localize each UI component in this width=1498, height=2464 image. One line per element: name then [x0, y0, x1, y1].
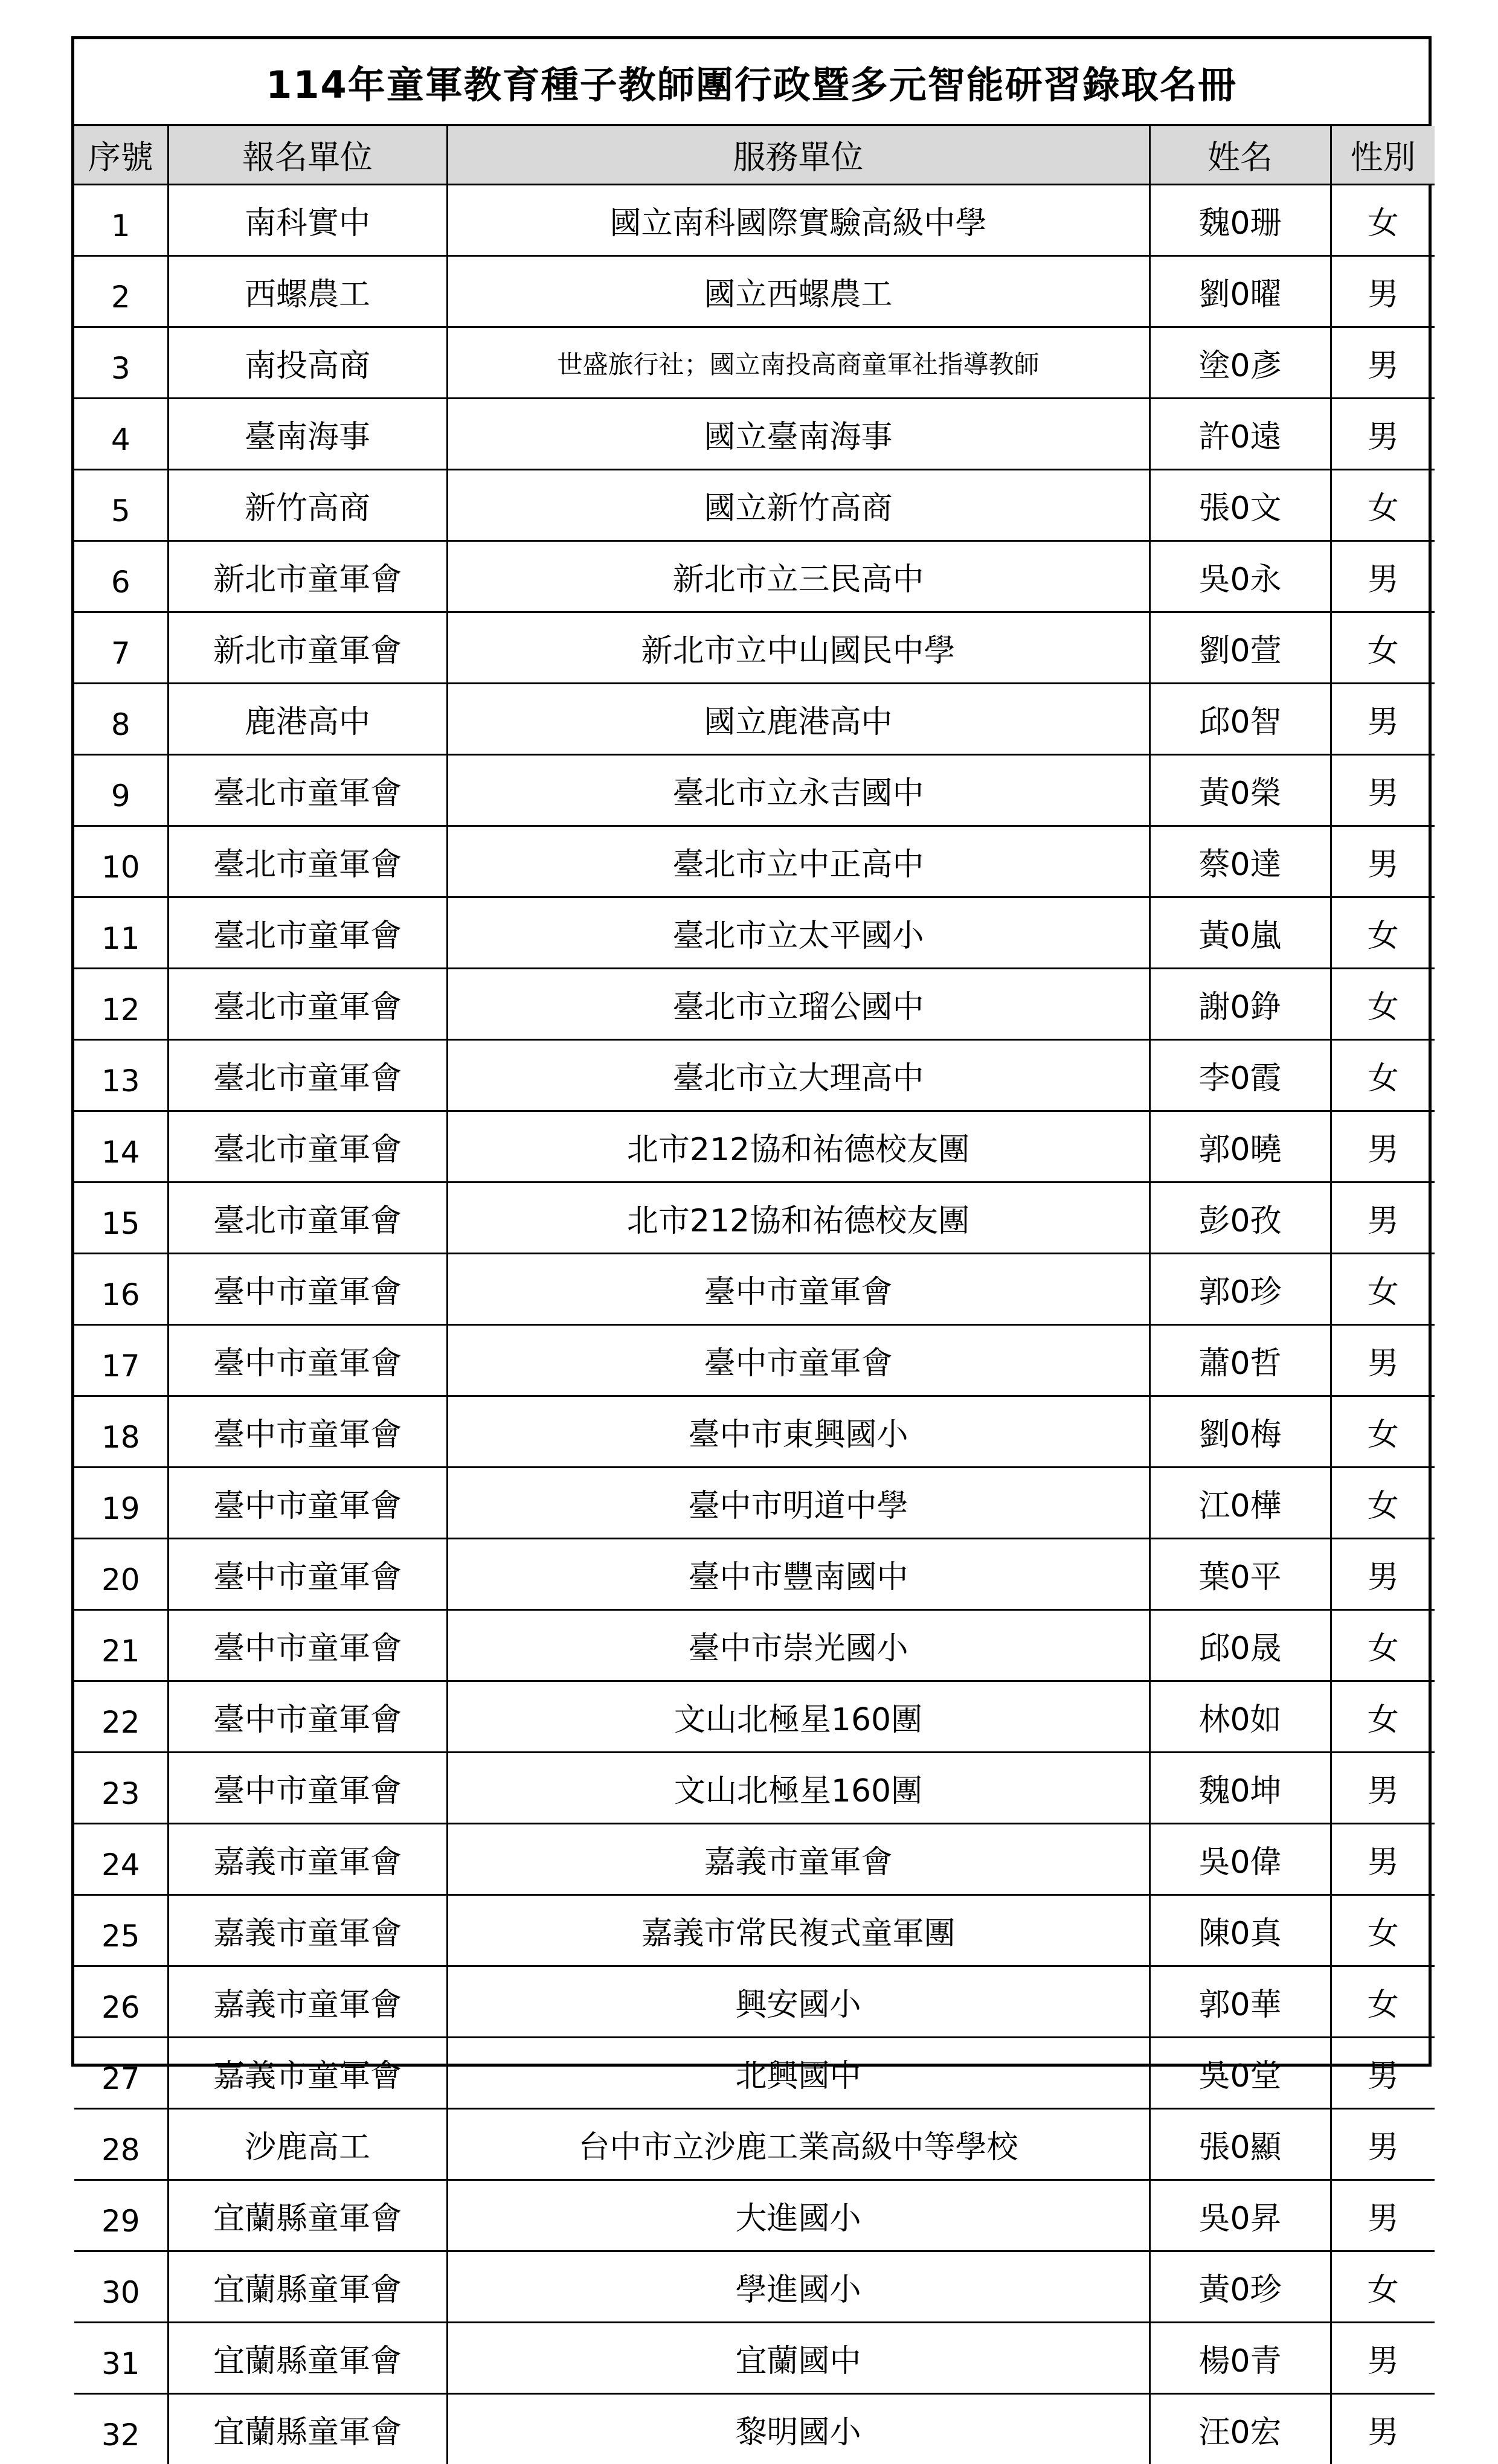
registering-unit-cell: 宜蘭縣童軍會 [168, 2251, 447, 2323]
header-gender: 性別 [1331, 126, 1435, 185]
service-unit-cell: 臺中市童軍會 [447, 1325, 1149, 1396]
service-unit-cell: 北市212協和祐德校友團 [447, 1182, 1149, 1254]
gender-cell: 男 [1331, 826, 1435, 897]
serial-cell: 20 [74, 1539, 168, 1610]
table-body [74, 185, 1435, 2464]
table-row [74, 826, 1435, 897]
serial-cell: 9 [74, 755, 168, 826]
registering-unit-cell: 嘉義市童軍會 [168, 2038, 447, 2109]
registering-unit-cell: 臺北市童軍會 [168, 755, 447, 826]
gender-cell: 男 [1331, 755, 1435, 826]
table-row [74, 755, 1435, 826]
service-unit-cell: 文山北極星160團 [447, 1681, 1149, 1753]
gender-cell: 女 [1331, 1468, 1435, 1539]
gender-cell: 女 [1331, 969, 1435, 1040]
name-cell: 李0霞 [1149, 1040, 1331, 1111]
table-row [74, 256, 1435, 327]
name-cell: 魏0珊 [1149, 185, 1331, 256]
registering-unit-cell: 臺北市童軍會 [168, 826, 447, 897]
serial-cell: 27 [74, 2038, 168, 2109]
gender-cell: 女 [1331, 1040, 1435, 1111]
gender-cell: 男 [1331, 1182, 1435, 1254]
gender-cell: 女 [1331, 1396, 1435, 1468]
gender-cell: 男 [1331, 1325, 1435, 1396]
service-unit-cell: 國立鹿港高中 [447, 684, 1149, 755]
serial-cell: 1 [74, 185, 168, 256]
gender-cell: 男 [1331, 256, 1435, 327]
gender-cell: 女 [1331, 897, 1435, 969]
service-unit-cell: 臺中市東興國小 [447, 1396, 1149, 1468]
serial-cell: 6 [74, 541, 168, 612]
name-cell: 郭0華 [1149, 1966, 1331, 2038]
registering-unit-cell: 沙鹿高工 [168, 2109, 447, 2180]
name-cell: 邱0智 [1149, 684, 1331, 755]
table-row [74, 185, 1435, 256]
serial-cell: 15 [74, 1182, 168, 1254]
name-cell: 劉0萱 [1149, 612, 1331, 684]
gender-cell: 男 [1331, 684, 1435, 755]
table-row [74, 2394, 1435, 2464]
document-title: 114年童軍教育種子教師團行政暨多元智能研習錄取名冊 [74, 39, 1429, 126]
registering-unit-cell: 臺中市童軍會 [168, 1468, 447, 1539]
table-row [74, 1182, 1435, 1254]
gender-cell: 女 [1331, 2251, 1435, 2323]
name-cell: 楊0青 [1149, 2323, 1331, 2394]
serial-cell: 13 [74, 1040, 168, 1111]
table-row [74, 1325, 1435, 1396]
registering-unit-cell: 臺北市童軍會 [168, 1111, 447, 1182]
registering-unit-cell: 臺中市童軍會 [168, 1254, 447, 1325]
header-service-unit: 服務單位 [447, 126, 1149, 185]
serial-cell: 18 [74, 1396, 168, 1468]
header-serial: 序號 [74, 126, 168, 185]
service-unit-cell: 國立南科國際實驗高級中學 [447, 185, 1149, 256]
serial-cell: 5 [74, 470, 168, 541]
gender-cell: 男 [1331, 1539, 1435, 1610]
name-cell: 陳0真 [1149, 1895, 1331, 1966]
registering-unit-cell: 臺中市童軍會 [168, 1539, 447, 1610]
service-unit-cell: 北興國中 [447, 2038, 1149, 2109]
service-unit-cell: 臺中市豐南國中 [447, 1539, 1149, 1610]
table-row [74, 612, 1435, 684]
registering-unit-cell: 臺北市童軍會 [168, 969, 447, 1040]
service-unit-cell: 臺中市明道中學 [447, 1468, 1149, 1539]
name-cell: 黃0榮 [1149, 755, 1331, 826]
serial-cell: 28 [74, 2109, 168, 2180]
serial-cell: 22 [74, 1681, 168, 1753]
registering-unit-cell: 宜蘭縣童軍會 [168, 2180, 447, 2251]
table-row [74, 1539, 1435, 1610]
registering-unit-cell: 臺中市童軍會 [168, 1610, 447, 1681]
serial-cell: 29 [74, 2180, 168, 2251]
gender-cell: 女 [1331, 1966, 1435, 2038]
service-unit-cell: 臺北市立太平國小 [447, 897, 1149, 969]
service-unit-cell: 臺北市立中正高中 [447, 826, 1149, 897]
name-cell: 彭0孜 [1149, 1182, 1331, 1254]
name-cell: 黃0嵐 [1149, 897, 1331, 969]
gender-cell: 男 [1331, 1753, 1435, 1824]
gender-cell: 男 [1331, 399, 1435, 470]
name-cell: 吳0昇 [1149, 2180, 1331, 2251]
gender-cell: 女 [1331, 1681, 1435, 1753]
registering-unit-cell: 臺北市童軍會 [168, 1040, 447, 1111]
serial-cell: 24 [74, 1824, 168, 1895]
registering-unit-cell: 臺中市童軍會 [168, 1753, 447, 1824]
table-row [74, 1468, 1435, 1539]
service-unit-cell: 黎明國小 [447, 2394, 1149, 2464]
gender-cell: 女 [1331, 470, 1435, 541]
table-row [74, 1681, 1435, 1753]
service-unit-cell: 世盛旅行社；國立南投高商童軍社指導教師 [447, 327, 1149, 399]
header-name: 姓名 [1149, 126, 1331, 185]
serial-cell: 17 [74, 1325, 168, 1396]
registering-unit-cell: 臺中市童軍會 [168, 1396, 447, 1468]
table-row [74, 327, 1435, 399]
gender-cell: 男 [1331, 2394, 1435, 2464]
gender-cell: 男 [1331, 2038, 1435, 2109]
gender-cell: 女 [1331, 1895, 1435, 1966]
registering-unit-cell: 臺南海事 [168, 399, 447, 470]
service-unit-cell: 臺北市立大理高中 [447, 1040, 1149, 1111]
gender-cell: 女 [1331, 1610, 1435, 1681]
registering-unit-cell: 臺中市童軍會 [168, 1325, 447, 1396]
name-cell: 蕭0哲 [1149, 1325, 1331, 1396]
service-unit-cell: 嘉義市童軍會 [447, 1824, 1149, 1895]
registering-unit-cell: 嘉義市童軍會 [168, 1895, 447, 1966]
name-cell: 張0文 [1149, 470, 1331, 541]
name-cell: 葉0平 [1149, 1539, 1331, 1610]
gender-cell: 男 [1331, 1824, 1435, 1895]
table-row [74, 2109, 1435, 2180]
name-cell: 謝0錚 [1149, 969, 1331, 1040]
table-row [74, 1040, 1435, 1111]
service-unit-cell: 學進國小 [447, 2251, 1149, 2323]
gender-cell: 男 [1331, 2180, 1435, 2251]
table-row [74, 2323, 1435, 2394]
serial-cell: 14 [74, 1111, 168, 1182]
name-cell: 劉0梅 [1149, 1396, 1331, 1468]
serial-cell: 25 [74, 1895, 168, 1966]
serial-cell: 3 [74, 327, 168, 399]
serial-cell: 21 [74, 1610, 168, 1681]
serial-cell: 26 [74, 1966, 168, 2038]
registering-unit-cell: 臺北市童軍會 [168, 897, 447, 969]
registering-unit-cell: 嘉義市童軍會 [168, 1824, 447, 1895]
table-row [74, 470, 1435, 541]
name-cell: 林0如 [1149, 1681, 1331, 1753]
registering-unit-cell: 臺北市童軍會 [168, 1182, 447, 1254]
registering-unit-cell: 南投高商 [168, 327, 447, 399]
name-cell: 蔡0達 [1149, 826, 1331, 897]
serial-cell: 2 [74, 256, 168, 327]
registering-unit-cell: 宜蘭縣童軍會 [168, 2323, 447, 2394]
table-row [74, 1895, 1435, 1966]
registering-unit-cell: 西螺農工 [168, 256, 447, 327]
service-unit-cell: 臺北市立瑠公國中 [447, 969, 1149, 1040]
roster-sheet [71, 36, 1432, 2067]
service-unit-cell: 宜蘭國中 [447, 2323, 1149, 2394]
serial-cell: 16 [74, 1254, 168, 1325]
name-cell: 吳0永 [1149, 541, 1331, 612]
header-row [74, 126, 1435, 185]
gender-cell: 男 [1331, 541, 1435, 612]
gender-cell: 女 [1331, 185, 1435, 256]
service-unit-cell: 嘉義市常民複式童軍團 [447, 1895, 1149, 1966]
name-cell: 江0樺 [1149, 1468, 1331, 1539]
service-unit-cell: 文山北極星160團 [447, 1753, 1149, 1824]
service-unit-cell: 台中市立沙鹿工業高級中等學校 [447, 2109, 1149, 2180]
serial-cell: 31 [74, 2323, 168, 2394]
registering-unit-cell: 新竹高商 [168, 470, 447, 541]
gender-cell: 男 [1331, 2323, 1435, 2394]
name-cell: 邱0晟 [1149, 1610, 1331, 1681]
registering-unit-cell: 新北市童軍會 [168, 541, 447, 612]
serial-cell: 8 [74, 684, 168, 755]
serial-cell: 4 [74, 399, 168, 470]
table-row [74, 897, 1435, 969]
name-cell: 吳0偉 [1149, 1824, 1331, 1895]
registering-unit-cell: 鹿港高中 [168, 684, 447, 755]
service-unit-cell: 興安國小 [447, 1966, 1149, 2038]
serial-cell: 19 [74, 1468, 168, 1539]
registering-unit-cell: 嘉義市童軍會 [168, 1966, 447, 2038]
table-row [74, 2180, 1435, 2251]
gender-cell: 男 [1331, 2109, 1435, 2180]
name-cell: 魏0坤 [1149, 1753, 1331, 1824]
name-cell: 汪0宏 [1149, 2394, 1331, 2464]
table-row [74, 684, 1435, 755]
service-unit-cell: 北市212協和祐德校友團 [447, 1111, 1149, 1182]
serial-cell: 10 [74, 826, 168, 897]
serial-cell: 30 [74, 2251, 168, 2323]
serial-cell: 32 [74, 2394, 168, 2464]
table-row [74, 399, 1435, 470]
gender-cell: 女 [1331, 612, 1435, 684]
service-unit-cell: 臺中市童軍會 [447, 1254, 1149, 1325]
name-cell: 塗0彥 [1149, 327, 1331, 399]
table-header [74, 126, 1435, 185]
table-row [74, 1111, 1435, 1182]
registering-unit-cell: 新北市童軍會 [168, 612, 447, 684]
registering-unit-cell: 宜蘭縣童軍會 [168, 2394, 447, 2464]
service-unit-cell: 新北市立三民高中 [447, 541, 1149, 612]
registering-unit-cell: 臺中市童軍會 [168, 1681, 447, 1753]
name-cell: 郭0曉 [1149, 1111, 1331, 1182]
name-cell: 張0顯 [1149, 2109, 1331, 2180]
gender-cell: 男 [1331, 1111, 1435, 1182]
serial-cell: 7 [74, 612, 168, 684]
registering-unit-cell: 南科實中 [168, 185, 447, 256]
service-unit-cell: 國立新竹高商 [447, 470, 1149, 541]
serial-cell: 12 [74, 969, 168, 1040]
table-row [74, 1396, 1435, 1468]
name-cell: 黃0珍 [1149, 2251, 1331, 2323]
name-cell: 郭0珍 [1149, 1254, 1331, 1325]
table-row [74, 1824, 1435, 1895]
service-unit-cell: 國立臺南海事 [447, 399, 1149, 470]
table-row [74, 541, 1435, 612]
service-unit-cell: 臺北市立永吉國中 [447, 755, 1149, 826]
table-row [74, 1254, 1435, 1325]
serial-cell: 23 [74, 1753, 168, 1824]
serial-cell: 11 [74, 897, 168, 969]
name-cell: 劉0曜 [1149, 256, 1331, 327]
table-row [74, 2251, 1435, 2323]
table-row [74, 1610, 1435, 1681]
table-row [74, 969, 1435, 1040]
gender-cell: 女 [1331, 1254, 1435, 1325]
roster-table [74, 126, 1435, 2464]
header-registering-unit: 報名單位 [168, 126, 447, 185]
service-unit-cell: 臺中市崇光國小 [447, 1610, 1149, 1681]
gender-cell: 男 [1331, 327, 1435, 399]
name-cell: 吳0堂 [1149, 2038, 1331, 2109]
table-row [74, 2038, 1435, 2109]
table-row [74, 1966, 1435, 2038]
service-unit-cell: 國立西螺農工 [447, 256, 1149, 327]
service-unit-cell: 大進國小 [447, 2180, 1149, 2251]
name-cell: 許0遠 [1149, 399, 1331, 470]
table-row [74, 1753, 1435, 1824]
service-unit-cell: 新北市立中山國民中學 [447, 612, 1149, 684]
